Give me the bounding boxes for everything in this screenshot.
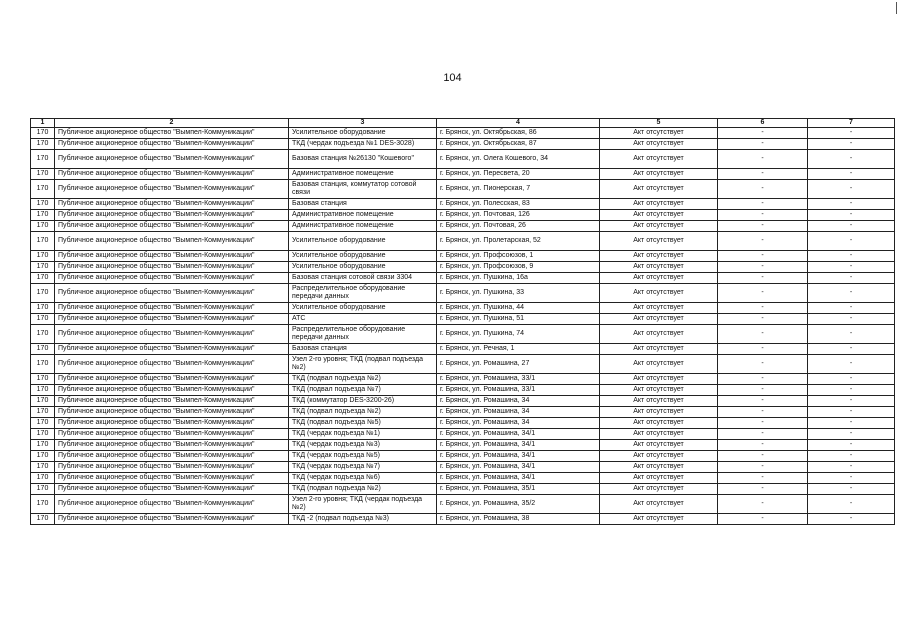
cell-act-status: Акт отсутствует	[600, 473, 718, 484]
cell-col7: -	[808, 221, 895, 232]
cell-col7: -	[808, 418, 895, 429]
cell-act-status: Акт отсутствует	[600, 210, 718, 221]
cell-address: г. Брянск, ул. Пушкина, 16а	[437, 273, 600, 284]
cell-act-status: Акт отсутствует	[600, 232, 718, 251]
cell-object: Усилительное оборудование	[289, 251, 437, 262]
cell-object: Административное помещение	[289, 210, 437, 221]
cell-number: 170	[31, 473, 55, 484]
cell-address: г. Брянск, ул. Пушкина, 74	[437, 325, 600, 344]
cell-col7: -	[808, 495, 895, 514]
cell-act-status: Акт отсутствует	[600, 314, 718, 325]
cell-number: 170	[31, 169, 55, 180]
cell-act-status: Акт отсутствует	[600, 451, 718, 462]
cell-col6: -	[718, 344, 808, 355]
cell-organization: Публичное акционерное общество "Вымпел-Коммуникации"	[55, 325, 289, 344]
cell-col6: -	[718, 514, 808, 525]
cell-col7: -	[808, 473, 895, 484]
cell-col6: -	[718, 232, 808, 251]
cell-organization: Публичное акционерное общество "Вымпел-Коммуникации"	[55, 180, 289, 199]
cell-col6: -	[718, 355, 808, 374]
cell-col6: -	[718, 495, 808, 514]
table-row	[31, 429, 895, 440]
table-row	[31, 495, 895, 514]
cell-organization: Публичное акционерное общество "Вымпел-Коммуникации"	[55, 344, 289, 355]
table-row	[31, 221, 895, 232]
cell-act-status: Акт отсутствует	[600, 199, 718, 210]
cell-object: Усилительное оборудование	[289, 128, 437, 139]
cell-organization: Публичное акционерное общество "Вымпел-Коммуникации"	[55, 210, 289, 221]
cell-col7: -	[808, 451, 895, 462]
cell-col7: -	[808, 284, 895, 303]
cell-organization: Публичное акционерное общество "Вымпел-Коммуникации"	[55, 262, 289, 273]
cell-organization: Публичное акционерное общество "Вымпел-Коммуникации"	[55, 385, 289, 396]
table-row	[31, 325, 895, 344]
cell-object: ТКД (коммутатор DES-3200-26)	[289, 396, 437, 407]
cell-col7: -	[808, 514, 895, 525]
table-body	[31, 128, 895, 525]
column-header-3: 3	[289, 119, 437, 128]
cell-number: 170	[31, 374, 55, 385]
cell-address: г. Брянск, ул. Почтовая, 126	[437, 210, 600, 221]
cell-col6: -	[718, 374, 808, 385]
cell-col6: -	[718, 407, 808, 418]
cell-col7: -	[808, 232, 895, 251]
cell-col7: -	[808, 325, 895, 344]
page-number: 104	[443, 72, 462, 84]
cell-col6: -	[718, 451, 808, 462]
cell-act-status: Акт отсутствует	[600, 440, 718, 451]
cell-col7: -	[808, 355, 895, 374]
table-row	[31, 273, 895, 284]
cell-col7: -	[808, 150, 895, 169]
cell-number: 170	[31, 303, 55, 314]
cell-address: г. Брянск, ул. Ромашина, 33/1	[437, 374, 600, 385]
cell-col7: -	[808, 273, 895, 284]
cell-object: Административное помещение	[289, 221, 437, 232]
table-row	[31, 396, 895, 407]
cell-organization: Публичное акционерное общество "Вымпел-Коммуникации"	[55, 355, 289, 374]
cell-address: г. Брянск, ул. Полесская, 83	[437, 199, 600, 210]
cell-object: ТКД (чердак подъезда №7)	[289, 462, 437, 473]
cell-col6: -	[718, 385, 808, 396]
cell-address: г. Брянск, ул. Ромашина, 34/1	[437, 473, 600, 484]
cell-organization: Публичное акционерное общество "Вымпел-Коммуникации"	[55, 407, 289, 418]
cell-act-status: Акт отсутствует	[600, 180, 718, 199]
cell-number: 170	[31, 273, 55, 284]
cell-number: 170	[31, 180, 55, 199]
cell-object: Административное помещение	[289, 169, 437, 180]
cell-act-status: Акт отсутствует	[600, 251, 718, 262]
cell-organization: Публичное акционерное общество "Вымпел-Коммуникации"	[55, 221, 289, 232]
cell-address: г. Брянск, ул. Профсоюзов, 1	[437, 251, 600, 262]
cell-col7: -	[808, 396, 895, 407]
cell-address: г. Брянск, ул. Речная, 1	[437, 344, 600, 355]
cell-organization: Публичное акционерное общество "Вымпел-Коммуникации"	[55, 418, 289, 429]
cell-number: 170	[31, 150, 55, 169]
column-header-6: 6	[718, 119, 808, 128]
cell-col7: -	[808, 314, 895, 325]
table-row	[31, 169, 895, 180]
cell-address: г. Брянск, ул. Пушкина, 51	[437, 314, 600, 325]
cell-organization: Публичное акционерное общество "Вымпел-Коммуникации"	[55, 462, 289, 473]
cell-organization: Публичное акционерное общество "Вымпел-Коммуникации"	[55, 199, 289, 210]
cell-act-status: Акт отсутствует	[600, 325, 718, 344]
cell-organization: Публичное акционерное общество "Вымпел-Коммуникации"	[55, 440, 289, 451]
cell-object: ТКД (чердак подъезда №5)	[289, 451, 437, 462]
cell-col7: -	[808, 169, 895, 180]
cell-object: Базовая станция №26130 "Кошевого"	[289, 150, 437, 169]
cell-col6: -	[718, 210, 808, 221]
cell-act-status: Акт отсутствует	[600, 418, 718, 429]
cell-address: г. Брянск, ул. Ромашина, 27	[437, 355, 600, 374]
cell-address: г. Брянск, ул. Ромашина, 35/1	[437, 484, 600, 495]
cell-number: 170	[31, 128, 55, 139]
cell-col6: -	[718, 314, 808, 325]
cell-number: 170	[31, 221, 55, 232]
cell-number: 170	[31, 210, 55, 221]
cell-act-status: Акт отсутствует	[600, 139, 718, 150]
cell-act-status: Акт отсутствует	[600, 396, 718, 407]
cell-number: 170	[31, 355, 55, 374]
cell-address: г. Брянск, ул. Ромашина, 35/2	[437, 495, 600, 514]
cell-col7: -	[808, 484, 895, 495]
cell-col6: -	[718, 221, 808, 232]
cell-col7: -	[808, 303, 895, 314]
cell-act-status: Акт отсутствует	[600, 303, 718, 314]
cell-number: 170	[31, 284, 55, 303]
cell-organization: Публичное акционерное общество "Вымпел-Коммуникации"	[55, 429, 289, 440]
cell-number: 170	[31, 495, 55, 514]
cell-address: г. Брянск, ул. Октябрьская, 87	[437, 139, 600, 150]
cell-number: 170	[31, 451, 55, 462]
cell-col7: -	[808, 374, 895, 385]
table-row	[31, 418, 895, 429]
cell-address: г. Брянск, ул. Ромашина, 34	[437, 396, 600, 407]
cell-number: 170	[31, 325, 55, 344]
cell-object: Усилительное оборудование	[289, 303, 437, 314]
cell-act-status: Акт отсутствует	[600, 495, 718, 514]
cell-col6: -	[718, 440, 808, 451]
cell-address: г. Брянск, ул. Пушкина, 44	[437, 303, 600, 314]
page-edge-mark	[896, 2, 897, 14]
cell-act-status: Акт отсутствует	[600, 484, 718, 495]
cell-col6: -	[718, 418, 808, 429]
cell-col6: -	[718, 128, 808, 139]
cell-address: г. Брянск, ул. Ромашина, 33/1	[437, 385, 600, 396]
column-header-7: 7	[808, 119, 895, 128]
cell-col6: -	[718, 396, 808, 407]
table-row	[31, 210, 895, 221]
cell-object: Распределительное оборудование передачи данных	[289, 284, 437, 303]
cell-col7: -	[808, 344, 895, 355]
cell-address: г. Брянск, ул. Ромашина, 34/1	[437, 451, 600, 462]
cell-object: Базовая станция	[289, 344, 437, 355]
cell-number: 170	[31, 462, 55, 473]
cell-number: 170	[31, 385, 55, 396]
cell-organization: Публичное акционерное общество "Вымпел-Коммуникации"	[55, 473, 289, 484]
column-header-1: 1	[31, 119, 55, 128]
cell-col7: -	[808, 180, 895, 199]
cell-col7: -	[808, 462, 895, 473]
table-row	[31, 451, 895, 462]
cell-address: г. Брянск, ул. Олега Кошевого, 34	[437, 150, 600, 169]
cell-organization: Публичное акционерное общество "Вымпел-Коммуникации"	[55, 150, 289, 169]
cell-col6: -	[718, 273, 808, 284]
cell-number: 170	[31, 199, 55, 210]
cell-address: г. Брянск, ул. Пролетарская, 52	[437, 232, 600, 251]
cell-organization: Публичное акционерное общество "Вымпел-Коммуникации"	[55, 251, 289, 262]
table-row	[31, 484, 895, 495]
table-row	[31, 514, 895, 525]
cell-col7: -	[808, 440, 895, 451]
cell-col7: -	[808, 407, 895, 418]
cell-col6: -	[718, 303, 808, 314]
cell-col7: -	[808, 385, 895, 396]
cell-address: г. Брянск, ул. Ромашина, 34	[437, 418, 600, 429]
cell-object: ТКД (подвал подъезда №7)	[289, 385, 437, 396]
cell-object: Узел 2-го уровня; ТКД (подвал подъезда №2)	[289, 355, 437, 374]
cell-number: 170	[31, 484, 55, 495]
table-row	[31, 180, 895, 199]
cell-number: 170	[31, 407, 55, 418]
cell-object: Базовая станция сотовой связи 3304	[289, 273, 437, 284]
cell-col6: -	[718, 462, 808, 473]
table-row	[31, 262, 895, 273]
cell-act-status: Акт отсутствует	[600, 374, 718, 385]
cell-object: Базовая станция	[289, 199, 437, 210]
table-row	[31, 251, 895, 262]
cell-act-status: Акт отсутствует	[600, 355, 718, 374]
cell-col7: -	[808, 429, 895, 440]
cell-organization: Публичное акционерное общество "Вымпел-Коммуникации"	[55, 139, 289, 150]
table-row	[31, 344, 895, 355]
cell-object: ТКД (чердак подъезда №1)	[289, 429, 437, 440]
cell-act-status: Акт отсутствует	[600, 169, 718, 180]
cell-address: г. Брянск, ул. Ромашина, 34/1	[437, 429, 600, 440]
table-row	[31, 374, 895, 385]
cell-address: г. Брянск, ул. Ромашина, 34	[437, 407, 600, 418]
cell-col6: -	[718, 429, 808, 440]
column-header-4: 4	[437, 119, 600, 128]
cell-col6: -	[718, 169, 808, 180]
cell-address: г. Брянск, ул. Ромашина, 34/1	[437, 462, 600, 473]
cell-act-status: Акт отсутствует	[600, 514, 718, 525]
cell-col7: -	[808, 139, 895, 150]
cell-col6: -	[718, 284, 808, 303]
cell-number: 170	[31, 139, 55, 150]
cell-organization: Публичное акционерное общество "Вымпел-Коммуникации"	[55, 169, 289, 180]
cell-address: г. Брянск, ул. Пионерская, 7	[437, 180, 600, 199]
cell-organization: Публичное акционерное общество "Вымпел-Коммуникации"	[55, 484, 289, 495]
cell-object: Усилительное оборудование	[289, 262, 437, 273]
cell-object: ТКД (подвал подъезда №5)	[289, 418, 437, 429]
cell-object: ТКД (чердак подъезда №3)	[289, 440, 437, 451]
table-row	[31, 232, 895, 251]
table-row	[31, 440, 895, 451]
cell-number: 170	[31, 440, 55, 451]
cell-organization: Публичное акционерное общество "Вымпел-Коммуникации"	[55, 128, 289, 139]
cell-act-status: Акт отсутствует	[600, 221, 718, 232]
cell-object: ТКД (подвал подъезда №2)	[289, 374, 437, 385]
cell-number: 170	[31, 314, 55, 325]
cell-act-status: Акт отсутствует	[600, 344, 718, 355]
cell-organization: Публичное акционерное общество "Вымпел-Коммуникации"	[55, 451, 289, 462]
cell-number: 170	[31, 251, 55, 262]
cell-col6: -	[718, 473, 808, 484]
table-row	[31, 303, 895, 314]
cell-number: 170	[31, 262, 55, 273]
table-row	[31, 355, 895, 374]
cell-address: г. Брянск, ул. Ромашина, 38	[437, 514, 600, 525]
cell-col7: -	[808, 128, 895, 139]
cell-col7: -	[808, 210, 895, 221]
cell-col6: -	[718, 150, 808, 169]
cell-object: ТКД (чердак подъезда №6)	[289, 473, 437, 484]
cell-object: Распределительное оборудование передачи данных	[289, 325, 437, 344]
table-row	[31, 462, 895, 473]
cell-organization: Публичное акционерное общество "Вымпел-Коммуникации"	[55, 514, 289, 525]
cell-organization: Публичное акционерное общество "Вымпел-Коммуникации"	[55, 303, 289, 314]
cell-number: 170	[31, 418, 55, 429]
table-row	[31, 407, 895, 418]
cell-object: Усилительное оборудование	[289, 232, 437, 251]
cell-organization: Публичное акционерное общество "Вымпел-Коммуникации"	[55, 273, 289, 284]
cell-organization: Публичное акционерное общество "Вымпел-Коммуникации"	[55, 284, 289, 303]
registry-table	[30, 118, 895, 525]
cell-organization: Публичное акционерное общество "Вымпел-Коммуникации"	[55, 232, 289, 251]
cell-object: Базовая станция, коммутатор сотовой связи	[289, 180, 437, 199]
cell-number: 170	[31, 396, 55, 407]
cell-organization: Публичное акционерное общество "Вымпел-Коммуникации"	[55, 396, 289, 407]
cell-act-status: Акт отсутствует	[600, 150, 718, 169]
table-header-row	[31, 119, 895, 128]
cell-col6: -	[718, 484, 808, 495]
cell-act-status: Акт отсутствует	[600, 385, 718, 396]
cell-col6: -	[718, 262, 808, 273]
table-row	[31, 199, 895, 210]
cell-address: г. Брянск, ул. Пересвета, 20	[437, 169, 600, 180]
cell-number: 170	[31, 232, 55, 251]
cell-address: г. Брянск, ул. Ромашина, 34/1	[437, 440, 600, 451]
cell-number: 170	[31, 429, 55, 440]
cell-col7: -	[808, 251, 895, 262]
cell-address: г. Брянск, ул. Октябрьская, 86	[437, 128, 600, 139]
cell-address: г. Брянск, ул. Пушкина, 33	[437, 284, 600, 303]
cell-object: ТКД (чердак подъезда №1 DES-3028)	[289, 139, 437, 150]
table-row	[31, 150, 895, 169]
cell-act-status: Акт отсутствует	[600, 407, 718, 418]
table-row	[31, 284, 895, 303]
cell-number: 170	[31, 344, 55, 355]
cell-col6: -	[718, 325, 808, 344]
cell-object: Узел 2-го уровня; ТКД (чердак подъезда №2)	[289, 495, 437, 514]
table-row	[31, 139, 895, 150]
cell-col7: -	[808, 262, 895, 273]
cell-object: ТКД (подвал подъезда №2)	[289, 407, 437, 418]
cell-act-status: Акт отсутствует	[600, 262, 718, 273]
cell-col7: -	[808, 199, 895, 210]
cell-address: г. Брянск, ул. Профсоюзов, 9	[437, 262, 600, 273]
cell-organization: Публичное акционерное общество "Вымпел-Коммуникации"	[55, 314, 289, 325]
cell-organization: Публичное акционерное общество "Вымпел-Коммуникации"	[55, 374, 289, 385]
cell-object: АТС	[289, 314, 437, 325]
cell-number: 170	[31, 514, 55, 525]
table-row	[31, 385, 895, 396]
table-row	[31, 473, 895, 484]
cell-col6: -	[718, 180, 808, 199]
cell-col6: -	[718, 251, 808, 262]
cell-act-status: Акт отсутствует	[600, 128, 718, 139]
cell-organization: Публичное акционерное общество "Вымпел-Коммуникации"	[55, 495, 289, 514]
cell-col6: -	[718, 139, 808, 150]
cell-object: ТКД (подвал подъезда №2)	[289, 484, 437, 495]
cell-act-status: Акт отсутствует	[600, 462, 718, 473]
cell-act-status: Акт отсутствует	[600, 429, 718, 440]
cell-col6: -	[718, 199, 808, 210]
cell-act-status: Акт отсутствует	[600, 284, 718, 303]
table-row	[31, 128, 895, 139]
column-header-5: 5	[600, 119, 718, 128]
column-header-2: 2	[55, 119, 289, 128]
cell-address: г. Брянск, ул. Почтовая, 26	[437, 221, 600, 232]
cell-object: ТКД -2 (подвал подъезда №3)	[289, 514, 437, 525]
table-row	[31, 314, 895, 325]
cell-act-status: Акт отсутствует	[600, 273, 718, 284]
